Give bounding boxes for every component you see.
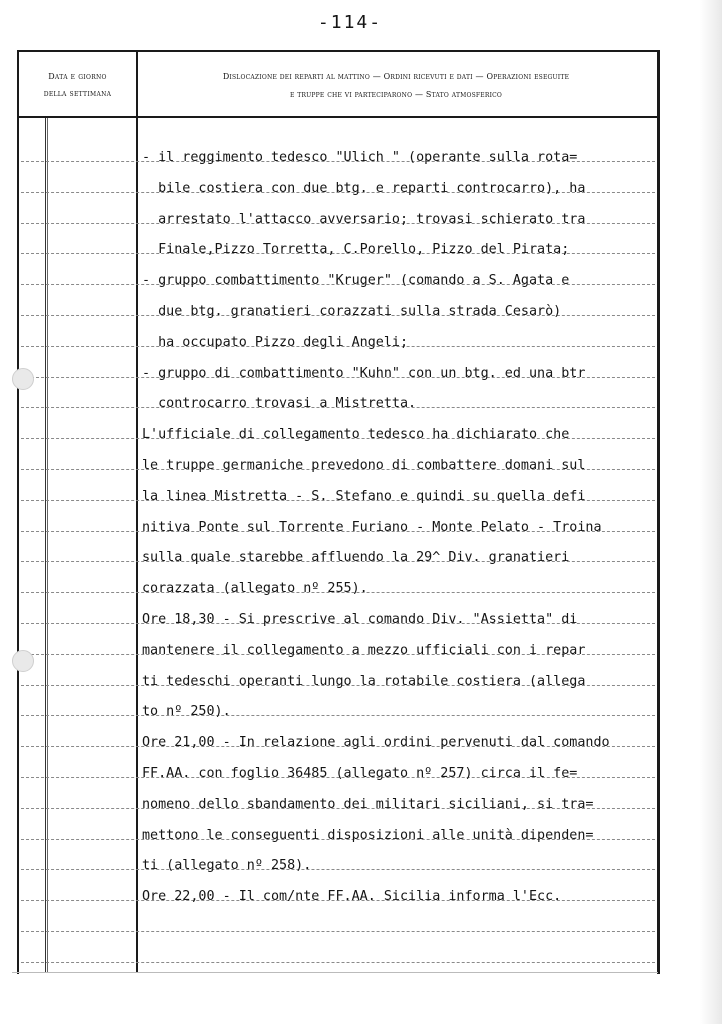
date-header-line2: della settimana (43, 89, 112, 98)
typed-line: ha occupato Pizzo degli Angeli; (142, 334, 409, 350)
typed-line: nomeno dello sbandamento dei militari siciliani, si tra= (142, 796, 594, 812)
typed-line: ti tedeschi operanti lungo la rotabile costiera (allega (142, 673, 586, 689)
ruled-line (21, 962, 655, 963)
page-bottom-edge (12, 972, 658, 973)
typed-line: Ore 18,30 - Si prescrive al comando Div. "Assietta" di (142, 611, 578, 627)
typed-line: le truppe germaniche prevedono di combattere domani sul (142, 457, 586, 473)
typed-line: sulla quale starebbe affluendo la 29^ Div. granatieri (142, 550, 570, 566)
typed-line: Ore 21,00 - In relazione agli ordini pervenuti dal comando (142, 735, 610, 751)
punch-hole (12, 650, 34, 672)
page-number: -114- (317, 12, 383, 33)
operations-column-header (140, 68, 652, 104)
typed-line: FF.AA. con foglio 36485 (allegato nº 257) circa il fe= (142, 765, 578, 781)
ruled-line (21, 931, 655, 932)
typed-line: controcarro trovasi a Mistretta. (142, 396, 417, 412)
header-separator (17, 116, 658, 118)
date-subcolumn-line-inner (47, 118, 48, 972)
typed-line: la linea Mistretta - S. Stefano e quindi su quella defi (142, 488, 586, 504)
typed-line: Ore 22,00 - Il com/nte FF.AA. Sicilia informa l'Ecc. (142, 889, 562, 905)
typed-line: nitiva Ponte sul Torrente Furiano - Monte Pelato - Troina (142, 519, 602, 535)
typed-line: - gruppo combattimento "Kruger" (comando a S. Agata e (142, 273, 570, 289)
typed-line: arrestato l'attacco avversario; trovasi schierato tra (142, 211, 586, 227)
column-divider (136, 52, 138, 972)
date-column-header (19, 68, 136, 102)
date-subcolumn-line (45, 118, 46, 972)
typed-line: - il reggimento tedesco "Ulich " (operante sulla rota= (142, 150, 578, 165)
operations-header-line2: e truppe che vi parteciparono — Stato atmosferico (289, 90, 503, 99)
typed-line: Finale,Pizzo Torretta, C.Porello, Pizzo del Pirata; (142, 242, 570, 258)
date-header-line1: Data e giorno (48, 72, 107, 81)
operations-header-line1: Dislocazione dei reparti al mattino — Ordini ricevuti e dati — Operazioni eseguite (222, 72, 570, 81)
typed-line: corazzata (allegato nº 255). (142, 581, 368, 597)
typed-line: bile costiera con due btg. e reparti controcarro), ha (142, 180, 586, 196)
typed-line: ti (allegato nº 258). (142, 858, 312, 874)
typed-report-text (142, 143, 682, 913)
scan-edge-shadow (700, 0, 722, 1024)
typed-line: due btg. granatieri corazzati sulla strada Cesarò) (142, 303, 562, 319)
typed-line: - gruppo di combattimento "Kuhn" con un btg. ed una btr (142, 365, 586, 381)
punch-hole (12, 368, 34, 390)
typed-line: mantenere il collegamento a mezzo ufficiali con i repar (142, 642, 586, 658)
typed-line: to nº 250). (142, 704, 231, 720)
typed-line: mettono le conseguenti disposizioni alle unità dipenden= (142, 827, 594, 843)
typed-line: L'ufficiale di collegamento tedesco ha dichiarato che (142, 427, 570, 443)
